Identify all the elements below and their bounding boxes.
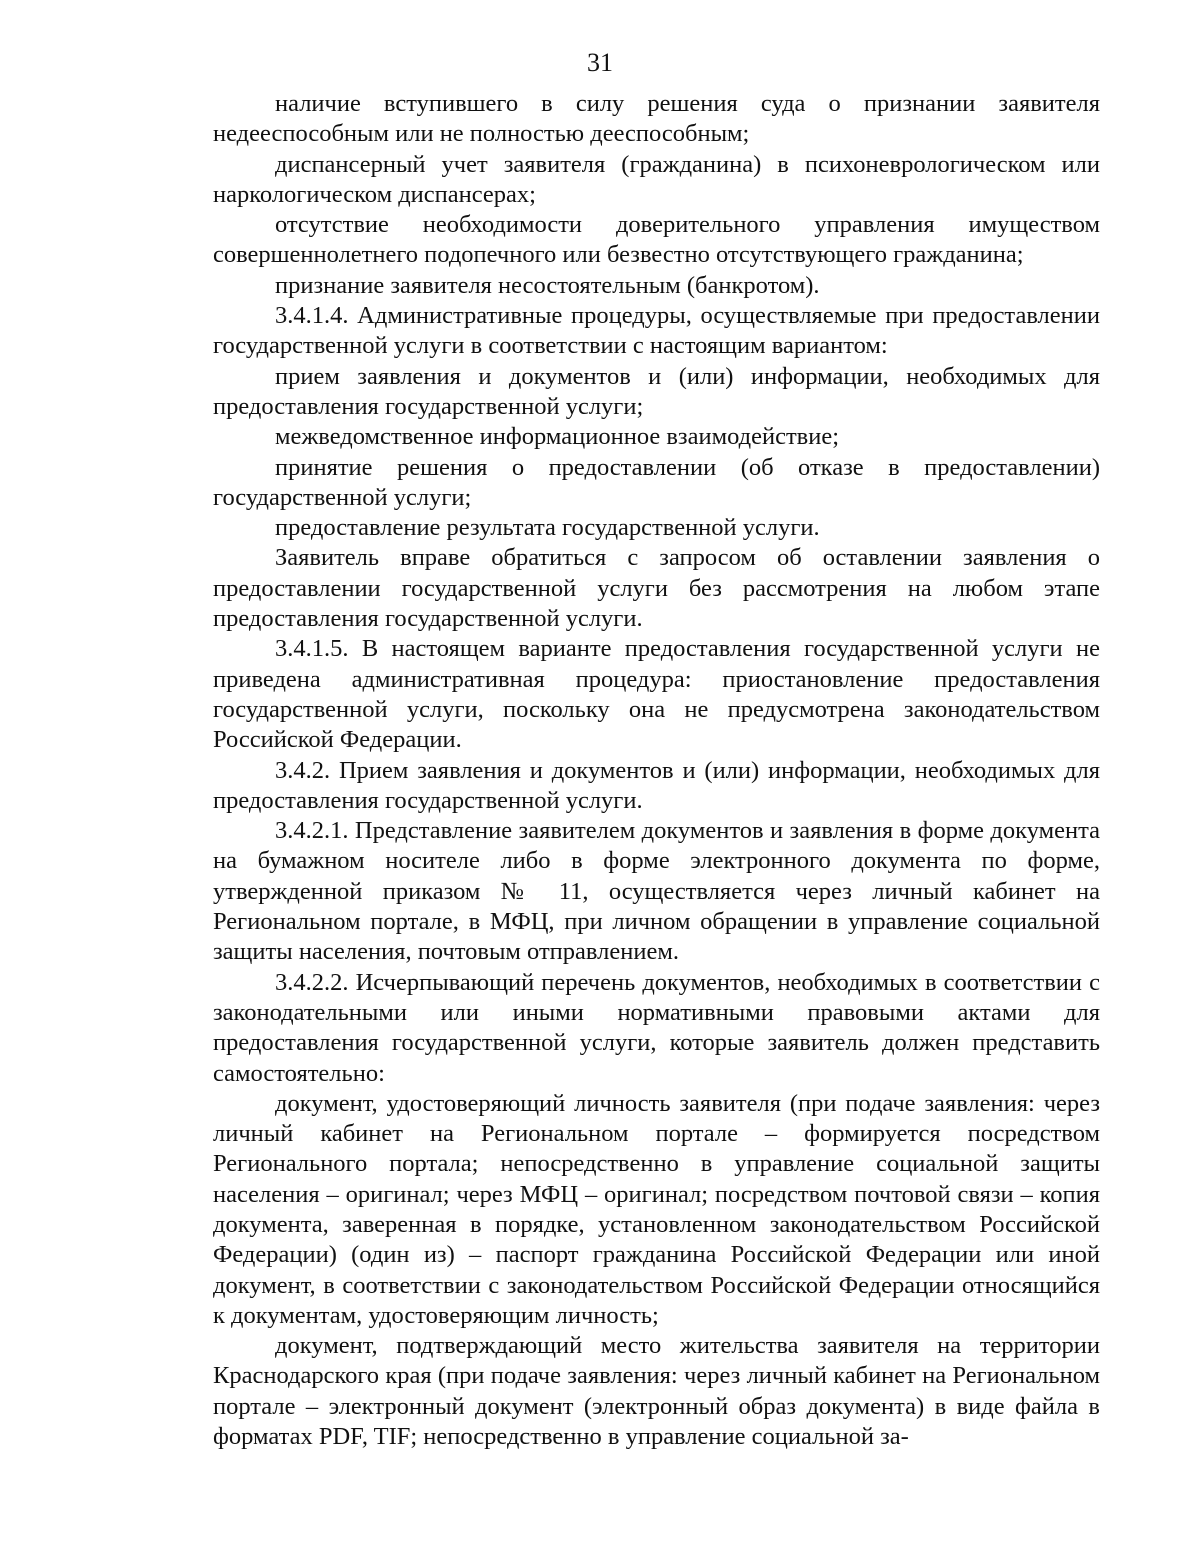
paragraph-procedure-reception: прием заявления и документов и (или) информации, необходимых для предоставления государственной услуги;	[213, 362, 1100, 420]
paragraph-dispensary-registration: диспансерный учет заявителя (гражданина) в психоневрологическом или наркологическом диспансерах;	[213, 150, 1100, 208]
paragraph-procedure-result: предоставление результата государственной услуги.	[275, 514, 820, 542]
paragraph-incapacity-court-decision: наличие вступившего в силу решения суда о признании заявителя недееспособным или не полностью дееспособным;	[213, 90, 1100, 148]
paragraph-trust-management: отсутствие необходимости доверительного управления имуществом совершеннолетнего подопечного или безвестно отсутствующего гражданина;	[213, 211, 1100, 269]
paragraph-3-4-2-1: 3.4.2.1. Представление заявителем документов и заявления в форме документа на бумажном носителе либо в форме электронного документа по форме, утвержденной приказом № 11, осуществляется через личный кабинет на Региональном портале, в МФЦ, при личном обращении в управление социальной защиты населения, почтовым отправлением.	[213, 817, 1100, 966]
paragraph-3-4-1-5: 3.4.1.5. В настоящем варианте предоставления государственной услуги не приведена административная процедура: приостановление предоставления государственной услуги, поскольку она не предусмотрена законодательством Российской Федерации.	[213, 635, 1100, 754]
document-body	[213, 89, 1100, 1452]
paragraph-bankruptcy: признание заявителя несостоятельным (банкротом).	[275, 271, 820, 299]
paragraph-3-4-1-4: 3.4.1.4. Административные процедуры, осуществляемые при предоставлении государственной услуги в соответствии с настоящим вариантом:	[213, 302, 1100, 360]
paragraph-residence-document: документ, подтверждающий место жительства заявителя на территории Краснодарского края (при подаче заявления: через личный кабинет на Региональном портале – электронный документ (электронный образ документа) в виде файла в форматах PDF, TIF; непосредственно в управление социальной за-	[213, 1332, 1100, 1451]
paragraph-3-4-2-2: 3.4.2.2. Исчерпывающий перечень документов, необходимых в соответствии с законодательными или иными нормативными правовыми актами для предоставления государственной услуги, которые заявитель должен представить самостоятельно:	[213, 968, 1100, 1087]
paragraph-identity-document: документ, удостоверяющий личность заявителя (при подаче заявления: через личный кабинет на Региональном портале – формируется посредством Регионального портала; непосредственно в управление социальной защиты населения – оригинал; через МФЦ – оригинал; посредством почтовой связи – копия документа, заверенная в порядке, установленном законодательством Российской Федерации) (один из) – паспорт гражданина Российской Федерации или иной документ, в соответствии с законодательством Российской Федерации относящийся к документам, удостоверяющим личность;	[213, 1089, 1100, 1329]
paragraph-procedure-interagency: межведомственное информационное взаимодействие;	[275, 423, 840, 451]
paragraph-withdrawal-request: Заявитель вправе обратиться с запросом об оставлении заявления о предоставлении государственной услуги без рассмотрения на любом этапе предоставления государственной услуги.	[213, 544, 1100, 633]
page-number: 31	[587, 48, 613, 77]
paragraph-3-4-2: 3.4.2. Прием заявления и документов и (или) информации, необходимых для предоставления государственной услуги.	[213, 756, 1100, 814]
paragraph-procedure-decision: принятие решения о предоставлении (об отказе в предоставлении) государственной услуги;	[213, 453, 1100, 511]
